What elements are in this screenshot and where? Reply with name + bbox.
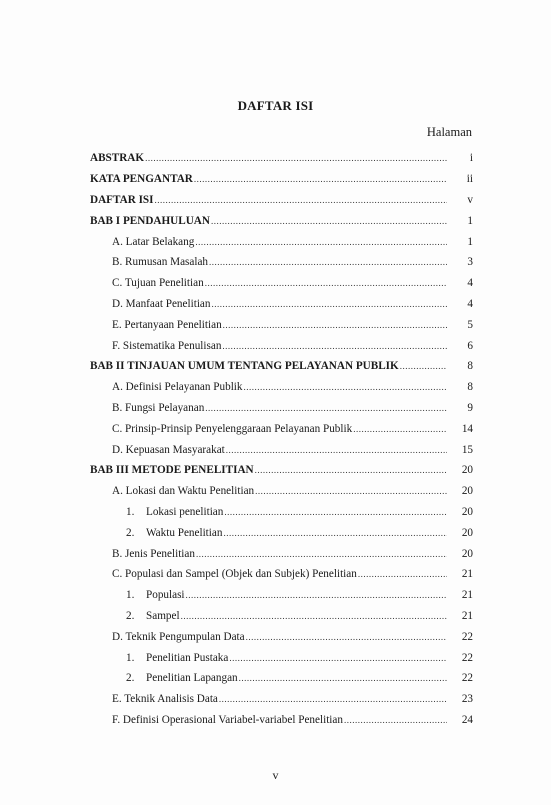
toc-entry-label: Populasi <box>146 589 185 602</box>
toc-entry <box>90 377 473 398</box>
toc-entry-label: Penelitian Lapangan <box>146 672 238 685</box>
dot-leader <box>353 424 447 434</box>
toc-entry-page: 8 <box>467 360 473 373</box>
toc-entry-number: 2. <box>126 609 135 622</box>
toc-entry-page: 21 <box>461 609 473 622</box>
dot-leader <box>195 237 447 247</box>
dot-leader <box>358 569 447 579</box>
toc-entry-page: 14 <box>461 422 473 435</box>
toc-entry-page: 15 <box>461 443 473 456</box>
toc-entry-label: A. Lokasi dan Waktu Penelitian <box>112 485 255 498</box>
toc-entry-label: Sampel <box>146 609 180 622</box>
toc-entry-page: 4 <box>467 277 473 290</box>
toc-entry-label: A. Latar Belakang <box>112 235 195 248</box>
toc-entry-label: F. Definisi Operasional Variabel-variabel Penelitian <box>112 713 343 726</box>
dot-leader <box>226 445 447 455</box>
toc-entry <box>90 231 473 252</box>
toc-entry-label: B. Rumusan Masalah <box>112 256 209 269</box>
toc-entry-page: 3 <box>467 256 473 269</box>
dot-leader <box>209 257 447 267</box>
toc-entry-label: Waktu Penelitian <box>146 526 223 539</box>
dot-leader <box>344 715 447 725</box>
toc-entry-page: 6 <box>467 339 473 352</box>
toc-entry-label: D. Manfaat Penelitian <box>112 297 211 310</box>
dot-leader <box>239 673 447 683</box>
toc-entry-page: 22 <box>461 630 473 643</box>
dot-leader <box>223 320 447 330</box>
toc-entry <box>90 439 473 460</box>
toc-entry-label: D. Kepuasan Masyarakat <box>112 443 225 456</box>
toc-entry <box>90 710 473 731</box>
toc-entry <box>90 418 473 439</box>
page-title: DAFTAR ISI <box>237 98 314 113</box>
toc-entry <box>90 543 473 564</box>
toc-entry-number: 1. <box>126 589 135 602</box>
dot-leader <box>205 403 447 413</box>
toc-entry <box>90 190 473 211</box>
toc-entry-label: BAB I PENDAHULUAN <box>90 214 210 227</box>
toc-entry-page: 1 <box>467 235 473 248</box>
toc-entry-page: 1 <box>467 214 473 227</box>
toc-entry-page: 5 <box>467 318 473 331</box>
toc-entry <box>90 502 473 523</box>
toc-entry <box>90 647 473 668</box>
dot-leader <box>400 361 447 371</box>
table-of-contents <box>90 148 473 730</box>
toc-entry-label: E. Teknik Analisis Data <box>112 693 218 706</box>
toc-entry-label: DAFTAR ISI <box>90 193 154 206</box>
toc-entry-label: B. Jenis Penelitian <box>112 547 195 560</box>
toc-entry-number: 1. <box>126 505 135 518</box>
toc-entry <box>90 481 473 502</box>
toc-entry-page: v <box>467 193 473 206</box>
toc-entry-page: 9 <box>467 401 473 414</box>
toc-entry-number: 2. <box>126 526 135 539</box>
dot-leader <box>186 590 447 600</box>
toc-entry <box>90 148 473 169</box>
toc-entry-label: F. Sistematika Penulisan <box>112 339 222 352</box>
dot-leader <box>219 694 447 704</box>
toc-entry-label: BAB II TINJAUAN UMUM TENTANG PELAYANAN PUBLIK <box>90 360 399 373</box>
dot-leader <box>211 299 447 309</box>
toc-entry-page: 20 <box>461 505 473 518</box>
toc-entry-page: 21 <box>461 568 473 581</box>
toc-entry <box>90 398 473 419</box>
toc-entry-label: Lokasi penelitian <box>146 505 224 518</box>
toc-entry-page: 20 <box>461 547 473 560</box>
toc-entry <box>90 294 473 315</box>
toc-entry <box>90 668 473 689</box>
toc-entry-page: 20 <box>461 464 473 477</box>
dot-leader <box>229 653 447 663</box>
page-column-header: Halaman <box>426 125 472 139</box>
dot-leader <box>222 341 447 351</box>
toc-entry-page: 20 <box>461 526 473 539</box>
toc-entry <box>90 356 473 377</box>
dot-leader <box>255 465 447 475</box>
toc-entry-page: 22 <box>461 651 473 664</box>
dot-leader <box>224 507 447 517</box>
toc-entry <box>90 335 473 356</box>
toc-entry <box>90 606 473 627</box>
toc-entry-page: i <box>469 152 473 165</box>
dot-leader <box>246 632 447 642</box>
toc-entry-label: Penelitian Pustaka <box>146 651 229 664</box>
toc-entry-page: 24 <box>461 713 473 726</box>
toc-entry-number: 1. <box>126 651 135 664</box>
toc-entry-label: C. Populasi dan Sampel (Objek dan Subjek) Penelitian <box>112 568 357 581</box>
dot-leader <box>211 216 447 226</box>
dot-leader <box>223 528 447 538</box>
toc-entry <box>90 460 473 481</box>
dot-leader <box>196 549 447 559</box>
toc-entry <box>90 252 473 273</box>
toc-entry <box>90 210 473 231</box>
toc-entry <box>90 689 473 710</box>
toc-entry-label: BAB III METODE PENELITIAN <box>90 464 254 477</box>
toc-entry-label: C. Tujuan Penelitian <box>112 277 204 290</box>
toc-entry <box>90 564 473 585</box>
toc-entry-label: B. Fungsi Pelayanan <box>112 401 205 414</box>
toc-entry-page: 8 <box>467 381 473 394</box>
toc-entry-page: ii <box>466 173 473 186</box>
toc-entry-page: 22 <box>461 672 473 685</box>
toc-entry-page: 23 <box>461 693 473 706</box>
toc-entry-page: 21 <box>461 589 473 602</box>
page-number-footer: v <box>272 768 279 782</box>
toc-entry-page: 4 <box>467 297 473 310</box>
toc-entry-label: E. Pertanyaan Penelitian <box>112 318 222 331</box>
toc-entry-number: 2. <box>126 672 135 685</box>
toc-entry <box>90 626 473 647</box>
toc-entry-label: KATA PENGANTAR <box>90 173 193 186</box>
toc-entry <box>90 522 473 543</box>
dot-leader <box>244 382 447 392</box>
toc-entry-label: ABSTRAK <box>90 152 145 165</box>
toc-entry <box>90 273 473 294</box>
dot-leader <box>145 153 447 163</box>
toc-entry <box>90 585 473 606</box>
dot-leader <box>181 611 447 621</box>
toc-entry <box>90 314 473 335</box>
dot-leader <box>155 195 447 205</box>
dot-leader <box>194 174 447 184</box>
toc-entry-page: 20 <box>461 485 473 498</box>
toc-entry-label: C. Prinsip-Prinsip Penyelenggaraan Pelayanan Publik <box>112 422 353 435</box>
toc-entry-label: D. Teknik Pengumpulan Data <box>112 630 245 643</box>
dot-leader <box>255 486 447 496</box>
dot-leader <box>205 278 447 288</box>
toc-entry <box>90 169 473 190</box>
toc-entry-label: A. Definisi Pelayanan Publik <box>112 381 243 394</box>
